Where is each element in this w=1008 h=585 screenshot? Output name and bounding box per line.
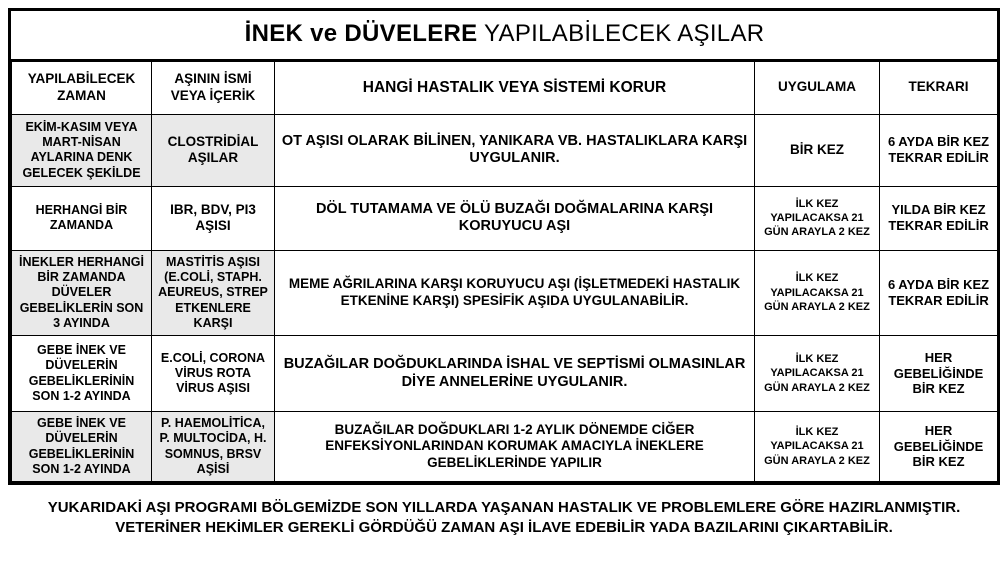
cell-koruma: BUZAĞILAR DOĞDUKLARI 1-2 AYLIK DÖNEMDE CİĞER ENFEKSİYONLARINDAN KORUMAK AMACIYLA İNEKLERE GEBELİKLERİNDE YAPILIR [275,412,755,482]
table-title-row [12,11,998,61]
cell-tekrar: HER GEBELİĞİNDE BİR KEZ [880,412,998,482]
page-title-light: YAPILABİLECEK AŞILAR [477,20,765,47]
cell-uygulama [755,114,880,186]
cell-uygulama: İLK KEZ YAPILACAKSA 21 GÜN ARAYLA 2 KEZ [755,336,880,412]
cell-koruma: DÖL TUTAMAMA VE ÖLÜ BUZAĞI DOĞMALARINA KARŞI KORUYUCU AŞI [275,186,755,250]
column-header-zaman-line1: YAPILABİLECEK [27,71,136,86]
page-title [12,11,998,61]
footnote-line-2: VETERİNER HEKİMLER GEREKLİ GÖRDÜĞÜ ZAMAN AŞI İLAVE EDEBİLİR YADA BAZILARINI ÇIKARTABİLİR. [115,519,893,537]
footnote-line-1: YUKARIDAKİ AŞI PROGRAMI BÖLGEMİZDE SON YILLARDA YAŞANAN HASTALIK VE PROBLEMLERE GÖRE HAZIRLANMIŞTIR. [47,499,961,516]
cell-zaman: EKİM-KASIM VEYA MART-NİSAN AYLARINA DENK GELECEK ŞEKİLDE [12,114,152,186]
column-header-tekrar: TEKRARI [880,61,998,115]
table-header-row [12,61,998,115]
column-header-asi-line1: AŞININ İSMİ [174,71,252,86]
cell-tekrar: 6 AYDA BİR KEZ TEKRAR EDİLİR [880,250,998,335]
cell-zaman: GEBE İNEK VE DÜVELERİN GEBELİKLERİNİN SON 1-2 AYINDA [12,336,152,412]
cell-uygulama: İLK KEZ YAPILACAKSA 21 GÜN ARAYLA 2 KEZ [755,250,880,335]
cell-tekrar: HER GEBELİĞİNDE BİR KEZ [880,336,998,412]
cell-tekrar: YILDA BİR KEZ TEKRAR EDİLİR [880,186,998,250]
column-header-uygulama: UYGULAMA [755,61,880,115]
cell-zaman: GEBE İNEK VE DÜVELERİN GEBELİKLERİNİN SON 1-2 AYINDA [12,412,152,482]
cell-uygulama: İLK KEZ YAPILACAKSA 21 GÜN ARAYLA 2 KEZ [755,186,880,250]
table-row [12,186,998,250]
column-header-asi [152,61,275,115]
table-row [12,250,998,335]
cell-asi: E.COLİ, CORONA VİRUS ROTA VİRUS AŞISI [152,336,275,412]
cell-asi: MASTİTİS AŞISI (E.COLİ, STAPH. AEUREUS, STREP ETKENLERE KARŞI [152,250,275,335]
column-header-zaman-line2: ZAMAN [57,87,106,103]
cell-koruma: MEME AĞRILARINA KARŞI KORUYUCU AŞI (İŞLETMEDEKİ HASTALIK ETKENİNE KARŞI) SPESİFİK AŞIDA UYGULANABİLİR. [275,250,755,335]
table-row [12,412,998,482]
column-header-koruma: HANGİ HASTALIK VEYA SİSTEMİ KORUR [275,61,755,115]
page-title-bold: İNEK ve DÜVELERE [244,20,478,47]
cell-tekrar: 6 AYDA BİR KEZ TEKRAR EDİLİR [880,114,998,186]
cell-asi: IBR, BDV, PI3 AŞISI [152,186,275,250]
cell-zaman: İNEKLER HERHANGİ BİR ZAMANDA DÜVELER GEBELİKLERİN SON 3 AYINDA [12,250,152,335]
table-row [12,336,998,412]
cell-koruma: OT AŞISI OLARAK BİLİNEN, YANIKARA VB. HASTALIKLARA KARŞI UYGULANIR. [275,114,755,186]
vaccination-schedule-table [11,11,998,482]
cell-asi: P. HAEMOLİTİCA, P. MULTOCİDA, H. SOMNUS, BRSV AŞİSİ [152,412,275,482]
cell-koruma: BUZAĞILAR DOĞDUKLARINDA İSHAL VE SEPTİSMİ OLMASINLAR DİYE ANNELERİNE UYGULANIR. [275,336,755,412]
table-row [12,114,998,186]
cell-uygulama-primary: BİR KEZ [790,142,844,158]
column-header-zaman [12,61,152,115]
footnote [8,498,1000,539]
schedule-table-container [8,8,1000,485]
cell-uygulama: İLK KEZ YAPILACAKSA 21 GÜN ARAYLA 2 KEZ [755,412,880,482]
cell-asi: CLOSTRİDİAL AŞILAR [152,114,275,186]
column-header-asi-line2: VEYA İÇERİK [170,87,256,103]
cell-zaman: HERHANGİ BİR ZAMANDA [12,186,152,250]
